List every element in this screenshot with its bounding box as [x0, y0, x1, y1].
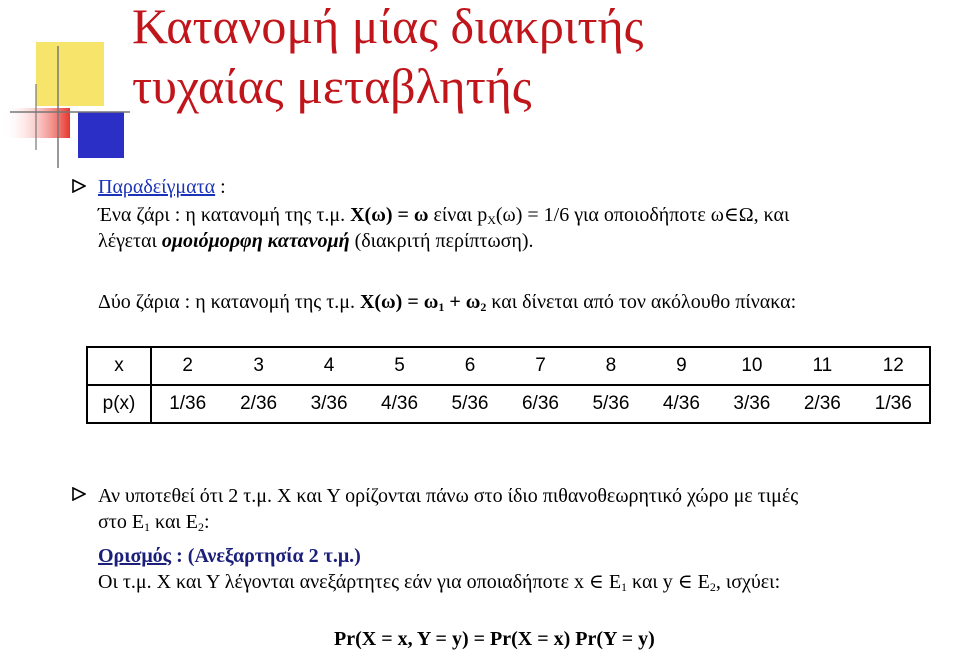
table-cell: 6 — [435, 347, 505, 385]
table-cell: 3/36 — [310, 393, 348, 414]
examples-link[interactable]: Παραδείγματα — [98, 176, 216, 198]
row-label-x: x — [87, 347, 151, 385]
title-line-1: Κατανομή μίας διακριτής — [132, 0, 644, 54]
title-line-2: τυχαίας μεταβλητής — [132, 58, 532, 114]
table-cell: 5/36 — [451, 393, 489, 414]
table-cell: 4/36 — [381, 393, 419, 414]
table-row — [87, 385, 930, 423]
table-cell: 2/36 — [240, 393, 278, 414]
definition-line: Ορισμός : (Ανεξαρτησία 2 τ.μ.) — [98, 545, 361, 567]
page-title — [132, 0, 643, 116]
uniform-distribution-line: λέγεται ομοιόμορφη κατανομή (διακριτή περίπτωση). — [98, 230, 534, 252]
table-row — [87, 347, 930, 385]
two-dice-line: Δύο ζάρια : η κατανομή της τ.μ. $X(\omega) = \omega_1 + \omega_2$ και δίνεται από τον ακόλουθο πίνακα: — [98, 291, 797, 314]
element-of-symbol: ∈ — [589, 571, 604, 593]
table-cell: 1/36 — [874, 393, 912, 414]
table-cell: 6/36 — [521, 393, 559, 414]
table-cell: 5 — [364, 347, 434, 385]
independence-condition-line: Οι τ.μ. Χ και Υ λέγονται ανεξάρτητες εάν για οποιαδήποτε x ∈ $E_1$ και y ∈ $E_2$, ισχύει: — [98, 571, 781, 594]
table-cell: 11 — [787, 347, 857, 385]
table-cell: 4 — [294, 347, 364, 385]
definition-label: Ορισμός — [98, 545, 172, 567]
probability-table — [86, 346, 931, 424]
table-cell: 2 — [151, 347, 223, 385]
element-of-symbol: ∈ — [723, 204, 739, 226]
element-of-symbol: ∈ — [677, 571, 693, 593]
arrow-bullet-icon — [72, 487, 86, 501]
table-cell: 8 — [576, 347, 646, 385]
table-cell: 5/36 — [592, 393, 630, 414]
examples-heading-line: Παραδείγματα : — [98, 176, 226, 198]
arrow-bullet-icon — [72, 179, 86, 193]
table-cell: 2/36 — [803, 393, 841, 414]
table-cell: 10 — [717, 347, 787, 385]
table-cell: 7 — [505, 347, 575, 385]
blue-block — [78, 112, 124, 158]
row-label-px: p(x) — [87, 385, 151, 423]
table-cell: 1/36 — [169, 393, 207, 414]
table-cell: 4/36 — [662, 393, 700, 414]
table-cell: 12 — [858, 347, 930, 385]
yellow-block — [36, 42, 104, 106]
table-cell: 3 — [223, 347, 293, 385]
independence-formula: Pr(X = x, Y = y) = Pr(X = x) Pr(Y = y) — [334, 628, 655, 650]
value-sets-line: στο $E_1$ και $E_2$: — [98, 511, 210, 534]
one-die-line: Ένα ζάρι : η κατανομή της τ.μ. Χ(ω) = ω είναι $p_X(\omega) = 1/6$ για οποιοδήποτε ω∈Ω, και — [98, 204, 790, 227]
independence-intro-line: Αν υποτεθεί ότι 2 τ.μ. Χ και Υ ορίζονται πάνω στο ίδιο πιθανοθεωρητικό χώρο με τιμές — [98, 485, 799, 507]
table-cell: 9 — [646, 347, 716, 385]
decorative-blocks — [0, 0, 140, 170]
table-cell: 3/36 — [733, 393, 771, 414]
